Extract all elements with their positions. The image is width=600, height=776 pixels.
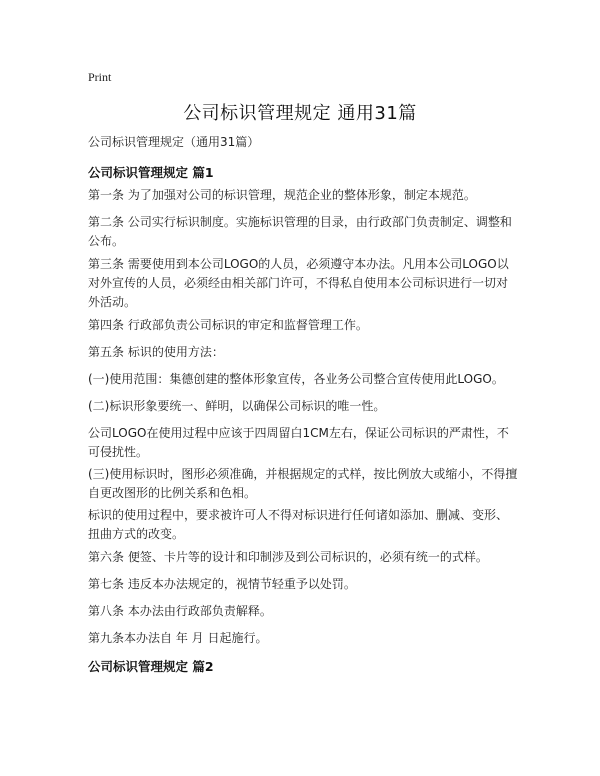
document-subtitle: 公司标识管理规定（通用31篇）: [88, 135, 260, 149]
paragraph-article-6: 第六条 便签、卡片等的设计和印制涉及到公司标识的，必须有统一的式样。: [88, 550, 488, 564]
section-heading-2: 公司标识管理规定 篇2: [88, 659, 214, 674]
paragraph-unified-image: (二)标识形象要统一、鲜明，以确保公司标识的唯一性。: [88, 399, 386, 413]
section-heading-1: 公司标识管理规定 篇1: [88, 165, 214, 180]
paragraph-article-8: 第八条 本办法由行政部负责解释。: [88, 604, 272, 618]
paragraph-article-7: 第七条 违反本办法规定的，视情节轻重予以处罚。: [88, 577, 356, 591]
print-label: Print: [88, 70, 112, 84]
paragraph-article-5: 第五条 标识的使用方法：: [88, 345, 224, 359]
paragraph-article-3: 第三条 需要使用到本公司LOGO的人员，必须遵守本办法。凡用本公司LOGO以对外宣传的人员，必须经由相关部门许可，不得私自使用本公司标识进行一切对外活动。: [88, 257, 509, 309]
paragraph-article-9: 第九条本办法自 年 月 日起施行。: [88, 631, 268, 645]
document-title: 公司标识管理规定 通用31篇: [183, 103, 417, 124]
paragraph-article-1: 第一条 为了加强对公司的标识管理，规范企业的整体形象，制定本规范。: [88, 188, 476, 202]
paragraph-article-4: 第四条 行政部负责公司标识的审定和监督管理工作。: [88, 318, 368, 332]
paragraph-logo-margin: 公司LOGO在使用过程中应该于四周留白1CM左右，保证公司标识的严肃性，不可侵扰性。: [88, 426, 509, 459]
paragraph-no-alteration: 标识的使用过程中，要求被许可人不得对标识进行任何诸如添加、删减、变形、扭曲方式的改变。: [88, 508, 509, 541]
paragraph-usage-scope: (一)使用范围：集德创建的整体形象宣传，各业务公司整合宣传使用此LOGO。: [88, 372, 504, 386]
paragraph-article-2: 第二条 公司实行标识制度。实施标识管理的目录，由行政部门负责制定、调整和公布。: [88, 215, 512, 248]
paragraph-graphic-accuracy: (三)使用标识时，图形必须准确，并根据规定的式样，按比例放大或缩小，不得擅自更改图形的比例关系和色相。: [88, 467, 518, 500]
